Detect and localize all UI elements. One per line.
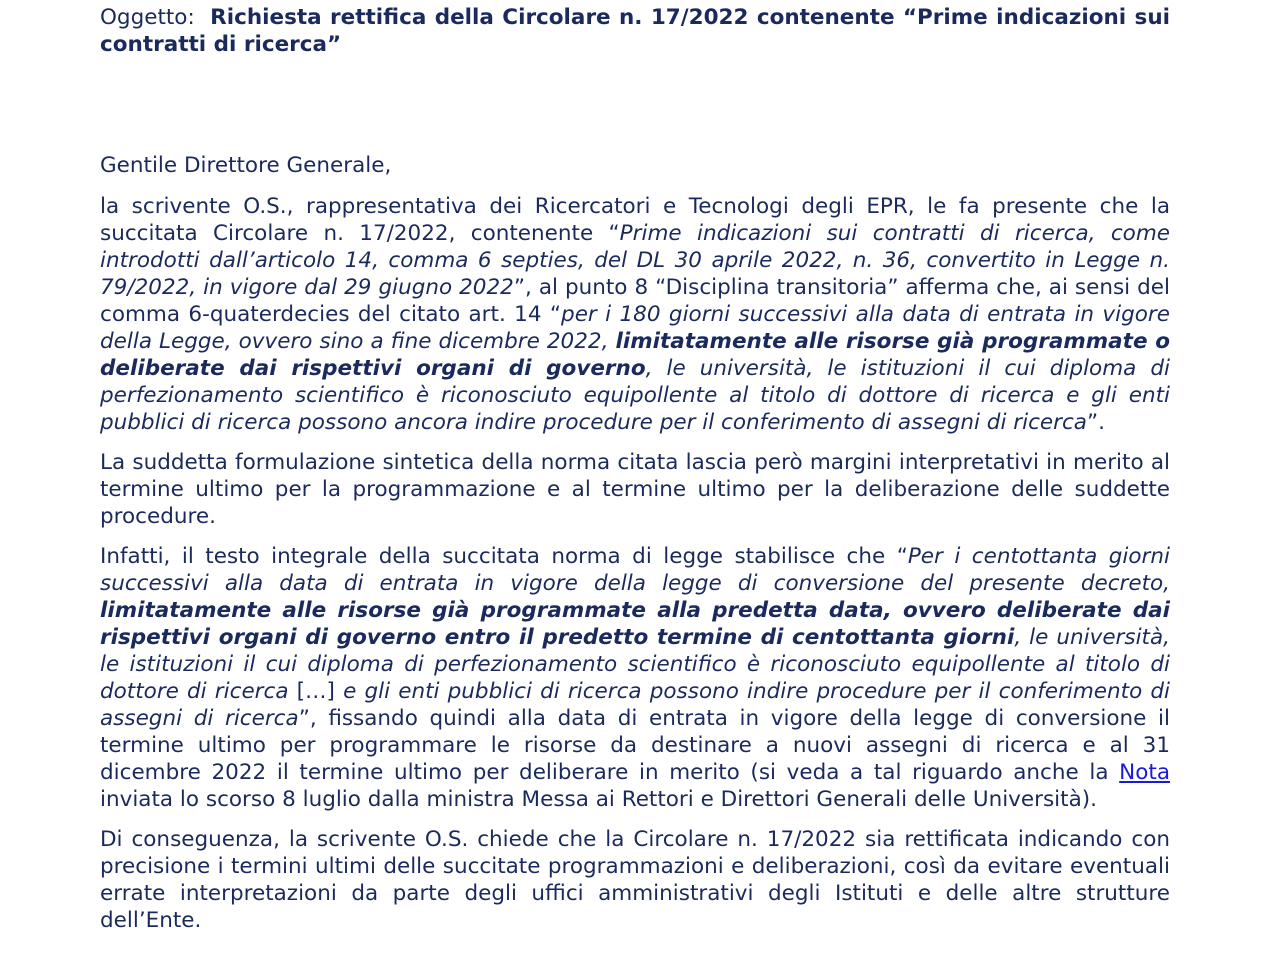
- greeting: Gentile Direttore Generale,: [100, 153, 392, 178]
- p3-quote-middle: , le università, le istituzioni il cui diploma di perfezionamento scientifico è riconosciuto equipollente al titolo di dottore di ricerca: [100, 625, 1170, 704]
- p3-ellipsis: […]: [296, 679, 335, 704]
- paragraph-1: [100, 193, 1170, 436]
- paragraph-4: Di conseguenza, la scrivente O.S. chiede che la Circolare n. 17/2022 sia rettificata indicando con precisione i termini ultimi delle succitate programmazioni e deliberazioni, così da evitare eventuali errate interpretazioni da parte degli uffici amministrativi degli Istituti e delle altre strutture dell’Ente.: [100, 827, 1170, 933]
- p1-quote-law: per i 180 giorni successivi alla data di entrata in vigore della Legge, ovvero sino a fine dicembre 2022,: [100, 302, 1170, 354]
- subject-line: [100, 4, 1170, 58]
- p1-quote-title: Prime indicazioni sui contratti di ricerca, come introdotti dall’articolo 14, comma 6 septies, del DL 30 aprile 2022, n. 36, convertito in Legge n. 79/2022, in vigore dal 29 giugno 2022: [100, 221, 1170, 300]
- p3-quote-start: Per i centottanta giorni successivi alla data di entrata in vigore della legge di conversione del presente decreto,: [100, 544, 1170, 596]
- p3-quote-end: e gli enti pubblici di ricerca possono indire procedure per il conferimento di assegni di ricerca: [100, 679, 1170, 731]
- letter-page: [100, 4, 1170, 934]
- paragraph-2: La suddetta formulazione sintetica della norma citata lascia però margini interpretativi in merito al termine ultimo per la programmazione e al termine ultimo per la deliberazione delle suddette procedure.: [100, 450, 1170, 529]
- p1-text-a: la scrivente O.S., rappresentativa dei Ricercatori e Tecnologi degli EPR, le fa presente che la succitata Circolare n. 17/2022, contenente “: [100, 194, 1170, 246]
- p1-quote-rest: , le università, le istituzioni il cui diploma di perfezionamento scientifico è riconosciuto equipollente al titolo di dottore di ricerca e gli enti pubblici di ricerca possono ancora indire procedure per il conferimento di assegni di ricerca: [100, 356, 1170, 435]
- p1-text-end: ”.: [1086, 410, 1105, 435]
- p3-quote-emphasis: limitatamente alle risorse già programmate alla predetta data, ovvero deliberate dai rispettivi organi di governo entro il predetto termine di centottanta giorni: [100, 598, 1170, 650]
- paragraph-3: [100, 543, 1170, 813]
- subject-label: Oggetto:: [100, 5, 195, 30]
- nota-link[interactable]: Nota: [1119, 760, 1170, 785]
- p1-quote-emphasis: limitatamente alle risorse già programmate o deliberate dai rispettivi organi di governo: [100, 329, 1170, 381]
- subject-text: Richiesta rettifica della Circolare n. 17/2022 contenente “Prime indicazioni sui contratti di ricerca”: [100, 5, 1170, 57]
- p3-text-a: Infatti, il testo integrale della succitata norma di legge stabilisce che “: [100, 544, 908, 569]
- p3-text-g: ”, fissando quindi alla data di entrata in vigore della legge di conversione il termine ultimo per programmare le risorse da destinare a nuovi assegni di ricerca e al 31 dicembre 2022 il termine ultimo per deliberare in merito (si veda a tal riguardo anche la: [100, 706, 1170, 785]
- p1-text-c: ”, al punto 8 “Disciplina transitoria” afferma che, ai sensi del comma 6-quaterdecies del citato art. 14 “: [100, 275, 1171, 327]
- p3-text-h: inviata lo scorso 8 luglio dalla ministra Messa ai Rettori e Direttori Generali delle Università).: [100, 787, 1097, 812]
